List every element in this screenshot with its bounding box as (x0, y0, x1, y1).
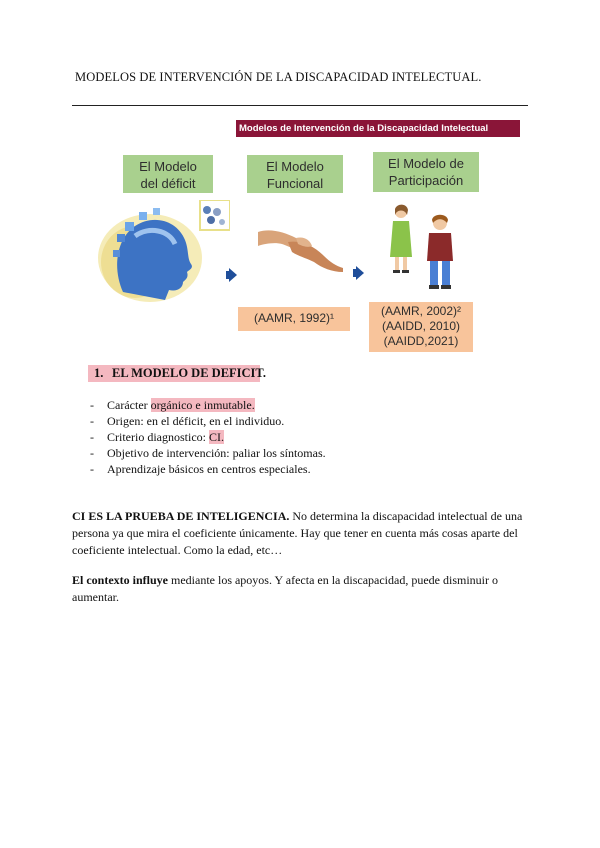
section-heading (88, 365, 266, 382)
paragraph-ci-bold: CI ES LA PRUEBA DE INTELIGENCIA. (72, 509, 290, 523)
paragraph-contexto-text: mediante los apoyos. Y afecta en la discapacidad, puede disminuir o aumentar. (72, 573, 498, 604)
hands-illustration (258, 212, 343, 272)
paragraph-ci (72, 508, 532, 559)
ref-funcional-box: (AAMR, 1992)¹ (238, 307, 350, 331)
ref-participacion-box (369, 302, 473, 352)
model-deficit-line2: del déficit (140, 176, 196, 191)
list-item (88, 429, 326, 445)
figure-banner: Modelos de Intervención de la Discapacidad Intelectual (236, 120, 520, 137)
model-funcional-box (247, 155, 343, 193)
model-participacion-line2: Participación (388, 173, 464, 188)
model-participacion-line1: El Modelo de (388, 156, 464, 171)
model-participacion-box (373, 152, 479, 192)
model-funcional-line1: El Modelo (266, 159, 324, 174)
arrow-right-icon (229, 268, 237, 282)
paragraph-ci-text: No determina la discapacidad intelectual de una persona ya que mira el coeficiente únicamente. Hay que tener en cuenta más cosas aparte del coeficiente intelectual. Como la edad, etc… (72, 509, 523, 557)
highlighted-text: orgánico e inmutable. (150, 398, 255, 412)
section-number: 1. (94, 366, 104, 380)
bullet-list (88, 397, 326, 477)
ref-aamr-2002: (AAMR, 2002)² (380, 304, 462, 318)
model-funcional-line2: Funcional (266, 176, 324, 191)
model-deficit-box (123, 155, 213, 193)
list-item: - Aprendizaje básicos en centros especiales. (88, 461, 326, 477)
bullet-text: Carácter (107, 398, 151, 412)
paragraph-contexto (72, 572, 532, 606)
list-item (88, 397, 326, 413)
head-puzzle-illustration (95, 200, 230, 305)
highlighted-text: CI. (208, 430, 224, 444)
section-title: EL MODELO DE DEFICIT. (112, 366, 266, 380)
ref-aaidd-2021: (AAIDD,2021) (383, 334, 459, 348)
arrow-right-icon (356, 266, 364, 280)
bullet-text: Criterio diagnostico: (107, 430, 209, 444)
ref-aaidd-2010: (AAIDD, 2010) (381, 319, 461, 333)
people-illustration (385, 203, 465, 291)
list-item: - Origen: en el déficit, en el individuo. (88, 413, 326, 429)
page-title: MODELOS DE INTERVENCIÓN DE LA DISCAPACIDAD INTELECTUAL. (75, 70, 482, 84)
paragraph-contexto-bold: El contexto influye (72, 573, 168, 587)
title-underline (72, 105, 528, 106)
model-deficit-line1: El Modelo (139, 159, 197, 174)
list-item: - Objetivo de intervención: paliar los síntomas. (88, 445, 326, 461)
